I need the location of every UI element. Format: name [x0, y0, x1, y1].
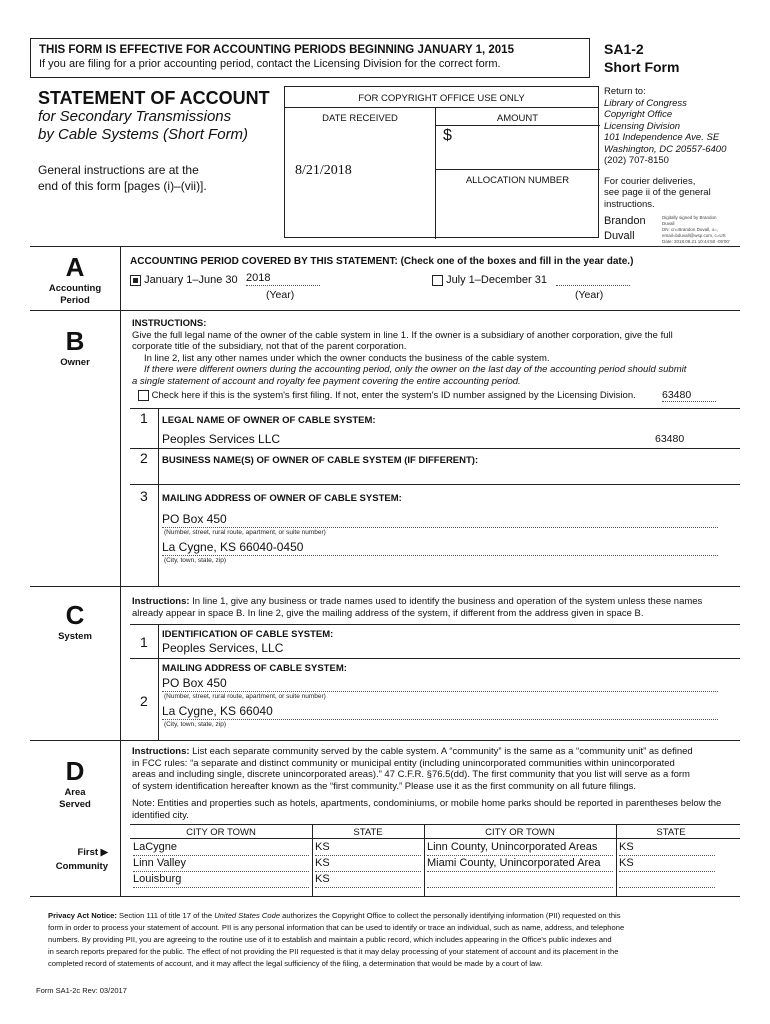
effective-notice [30, 38, 590, 78]
owner-city-hint: (City, town, state, zip) [164, 557, 227, 564]
general-instructions [38, 162, 207, 194]
signature-first: Brandon [604, 215, 646, 227]
d-instr1: List each separate community served by the cable system. A “community” is the same as a “community unit” as defined [189, 746, 693, 757]
period-option-jan-jun[interactable] [130, 274, 238, 286]
privacy-head: Privacy Act Notice: [48, 911, 117, 920]
notice-line2: If you are filing for a prior accounting period, contact the Licensing Division for the correct form. [39, 58, 501, 70]
section-a-name1: Accounting [48, 283, 102, 294]
page-subtitle [38, 108, 248, 144]
b-instr1: Give the full legal name of the owner of the cable system in line 1. If the owner is a subsidiary of another corporation, give the full [132, 329, 673, 341]
section-d-instructions [132, 746, 732, 821]
system-street-field[interactable] [162, 676, 718, 692]
opt1-year-field[interactable] [246, 272, 320, 286]
return-line2: Copyright Office [604, 109, 673, 120]
col-city-right: CITY OR TOWN [485, 827, 555, 838]
d-note1: Note: Entities and properties such as hotels, apartments, condominiums, or mobile home parks should be reported in parentheses below the [132, 798, 722, 809]
community-state: KS [619, 857, 634, 869]
privacy-act-notice [48, 910, 720, 970]
owner-street-field[interactable] [162, 512, 718, 528]
privacy-l2: form in order to process your statement of account. PII is any personal information that can be used to identify or trace an individual, such as name, address, and telephone [48, 923, 625, 932]
d-note2: identified city. [132, 809, 189, 821]
community-state-field[interactable] [619, 873, 715, 888]
b-line3-num: 3 [140, 488, 148, 504]
privacy-l5: completed record of statements of account, and it may affect the legal sufficiency of the filing, a determination that would be made by a court of law. [48, 959, 543, 968]
system-city-value: La Cygne, KS 66040 [162, 704, 273, 718]
community-city: Linn Valley [133, 857, 186, 869]
checkbox-jan-jun[interactable] [130, 275, 141, 286]
b-instr5: a single statement of account and royalty fee payment covering the entire accounting period. [132, 375, 521, 387]
return-line1: Library of Congress [604, 97, 687, 109]
section-b-instructions [132, 318, 732, 387]
owner-city-field[interactable] [162, 540, 718, 556]
opt2-label: July 1–December 31 [446, 274, 547, 286]
courier-line1: For courier deliveries, [604, 175, 696, 187]
community-state-field[interactable] [315, 873, 421, 888]
date-received-label: DATE RECEIVED [322, 113, 398, 124]
digital-sig-3: DN: cn=Brandon Duvall, o=, [662, 227, 719, 232]
system-city-field[interactable] [162, 704, 718, 720]
c-line2-label: MAILING ADDRESS OF CABLE SYSTEM: [162, 663, 347, 674]
opt2-year-label: (Year) [575, 289, 604, 301]
community-city-field[interactable] [427, 841, 613, 856]
d-instr-head: Instructions: [132, 746, 190, 757]
section-c-name: System [58, 631, 92, 642]
community-state: KS [315, 857, 330, 869]
d-instr4: of system identification hereafter known as the “first community.” Please use it as the first community on all future filings. [132, 780, 637, 792]
section-b-name: Owner [60, 357, 90, 368]
owner-id: 63480 [655, 433, 685, 445]
subtitle-line1: for Secondary Transmissions [38, 108, 232, 125]
digital-sig-4: email=bduvall@wsp.com, c=US [662, 233, 726, 238]
owner-city-value: La Cygne, KS 66040-0450 [162, 540, 304, 554]
checkbox-jul-dec[interactable] [432, 275, 443, 286]
c-instr2: already appear in space B. In line 2, give the mailing address of the system, if different from the address given in space B. [132, 607, 644, 619]
period-option-jul-dec[interactable] [432, 274, 547, 286]
community-city-field[interactable] [427, 873, 613, 888]
section-d-name1: Area [64, 787, 86, 798]
first-filing-row [138, 390, 636, 401]
office-use-header: FOR COPYRIGHT OFFICE USE ONLY [358, 93, 525, 104]
form-footer: Form SA1-2c Rev: 03/2017 [36, 986, 127, 995]
page-title: STATEMENT OF ACCOUNT [38, 88, 270, 108]
first-filing-checkbox[interactable] [138, 390, 149, 401]
community-label: Community [55, 861, 108, 872]
courier-line2: see page ii of the general [604, 187, 711, 198]
section-b-letter: B [65, 326, 85, 356]
first-label: First ▶ [77, 847, 108, 858]
b-line2-num: 2 [140, 450, 148, 466]
community-city: Louisburg [133, 873, 182, 885]
community-city: LaCygne [133, 841, 178, 853]
section-c-label [30, 600, 120, 643]
owner-legal-name[interactable]: Peoples Services LLC [162, 432, 281, 446]
return-line3: Licensing Division [604, 120, 681, 132]
section-d-label [30, 756, 120, 811]
b-instr4: If there were different owners during the accounting period, only the owner on the last day of the accounting period should submit [144, 364, 687, 375]
col-state-left: STATE [353, 827, 383, 838]
privacy-l3: numbers. By providing PII, you are agreeing to the routine use of it to establish and maintain a public record, which includes appearing in the Office's public indexes and [48, 935, 612, 944]
d-instr2: in FCC rules: “a separate and distinct community or municipal entity (including unincorporated communities within unincorporated [132, 757, 675, 769]
community-city: Miami County, Unincorporated Area [427, 857, 601, 869]
system-city-hint: (City, town, state, zip) [164, 721, 227, 728]
community-state: KS [315, 841, 330, 853]
c-line1-num: 1 [140, 634, 148, 650]
return-line4: 101 Independence Ave. SE [604, 132, 720, 143]
privacy-l1a: Section 111 of title 17 of the [116, 911, 215, 920]
courier-line3: instructions. [604, 198, 655, 210]
community-state: KS [315, 873, 330, 885]
return-line5: Washington, DC 20557-6400 [604, 143, 727, 155]
digital-sig-2: Duvall [662, 221, 675, 226]
general-instructions-line1: General instructions are at the [38, 163, 199, 177]
community-city-field[interactable] [133, 873, 309, 888]
return-phone: (202) 707-8150 [604, 155, 669, 166]
date-received-value: 8/21/2018 [295, 163, 352, 178]
section-a-heading: ACCOUNTING PERIOD COVERED BY THIS STATEMENT: (Check one of the boxes and fill in the year date.) [130, 256, 634, 267]
d-instr3: areas and including single, discrete unincorporated areas).” 47 C.F.R. §76.5(dd). The first community that you list will serve as a form [132, 769, 690, 780]
amount-label: AMOUNT [496, 113, 539, 124]
system-id-value: 63480 [662, 389, 692, 401]
community-city: Linn County, Unincorporated Areas [427, 841, 598, 853]
form-id [604, 40, 679, 76]
community-state-field[interactable] [315, 841, 421, 856]
section-b-label [30, 326, 120, 369]
b-line3-label: MAILING ADDRESS OF OWNER OF CABLE SYSTEM: [162, 493, 402, 504]
system-id-field[interactable] [662, 389, 716, 402]
digital-sig-1: Digitally signed by Brandon [662, 215, 717, 220]
section-c-instructions [132, 596, 732, 619]
subtitle-line2: by Cable Systems (Short Form) [38, 126, 249, 143]
allocation-number-label: ALLOCATION NUMBER [465, 175, 570, 186]
community-state-field[interactable] [619, 841, 715, 856]
return-label: Return to: [604, 86, 646, 97]
owner-street-hint: (Number, street, rural route, apartment, or suite number) [164, 529, 326, 536]
system-identification[interactable]: Peoples Services, LLC [162, 641, 284, 655]
b-line2-label: BUSINESS NAME(S) OF OWNER OF CABLE SYSTEM (IF DIFFERENT): [162, 455, 479, 466]
first-community-label [30, 846, 120, 874]
section-a-label [30, 252, 120, 307]
c-instr1: In line 1, give any business or trade names used to identify the business and operation of the system unless these names [189, 596, 703, 607]
digital-sig-5: Date: 2018.08.21 10:44:50 -05'00' [662, 239, 730, 244]
privacy-l4: in search reports prepared for the public. The effect of not providing the PII requested is that it may delay processing of your statement of account and its placement in the [48, 947, 619, 956]
opt1-year-value: 2018 [246, 272, 271, 284]
community-state-field[interactable] [619, 857, 715, 872]
section-a-name2: Period [60, 295, 90, 306]
b-line1-num: 1 [140, 410, 148, 426]
b-line1-label: LEGAL NAME OF OWNER OF CABLE SYSTEM: [162, 415, 376, 426]
opt1-label: January 1–June 30 [144, 274, 238, 286]
col-state-right: STATE [656, 827, 686, 838]
community-state-field[interactable] [315, 857, 421, 872]
section-a-letter: A [65, 252, 85, 282]
return-address [604, 86, 754, 210]
c-line2-num: 2 [140, 693, 148, 709]
community-city-field[interactable] [427, 857, 613, 872]
digital-signature-details [662, 215, 742, 245]
dollar-sign: $ [443, 127, 452, 144]
opt1-year-label: (Year) [266, 289, 295, 301]
section-d-letter: D [65, 756, 85, 786]
office-use-box [284, 86, 599, 238]
notice-line1: THIS FORM IS EFFECTIVE FOR ACCOUNTING PERIODS BEGINNING JANUARY 1, 2015 [39, 44, 514, 56]
form-name: Short Form [604, 59, 680, 75]
form-code: SA1-2 [604, 41, 644, 57]
system-street-value: PO Box 450 [162, 676, 227, 690]
col-city-left: CITY OR TOWN [186, 827, 256, 838]
signature-last: Duvall [604, 230, 635, 242]
privacy-l1b: United States Code [214, 911, 281, 920]
b-instr-head: INSTRUCTIONS: [132, 318, 207, 329]
community-city-field[interactable] [133, 857, 309, 872]
opt2-year-field[interactable] [556, 272, 630, 286]
signature [604, 214, 646, 244]
b-instr3: In line 2, list any other names under which the owner conducts the business of the cable system. [144, 352, 550, 364]
b-instr2: corporate title of the subsidiary, not that of the parent corporation. [132, 341, 407, 352]
community-city-field[interactable] [133, 841, 309, 856]
owner-street-value: PO Box 450 [162, 512, 227, 526]
section-d-name2: Served [59, 799, 91, 810]
general-instructions-line2: end of this form [pages (i)–(vii)]. [38, 179, 207, 193]
first-filing-text: Check here if this is the system's first filing. If not, enter the system's ID number assigned by the Licensing Division. [151, 390, 636, 402]
system-street-hint: (Number, street, rural route, apartment, or suite number) [164, 693, 326, 700]
community-state: KS [619, 841, 634, 853]
privacy-l1c: authorizes the Copyright Office to collect the personally identifying information (PII) requested on this [280, 911, 621, 920]
c-instr-head: Instructions: [132, 596, 190, 607]
c-line1-label: IDENTIFICATION OF CABLE SYSTEM: [162, 629, 334, 640]
section-c-letter: C [65, 600, 85, 630]
